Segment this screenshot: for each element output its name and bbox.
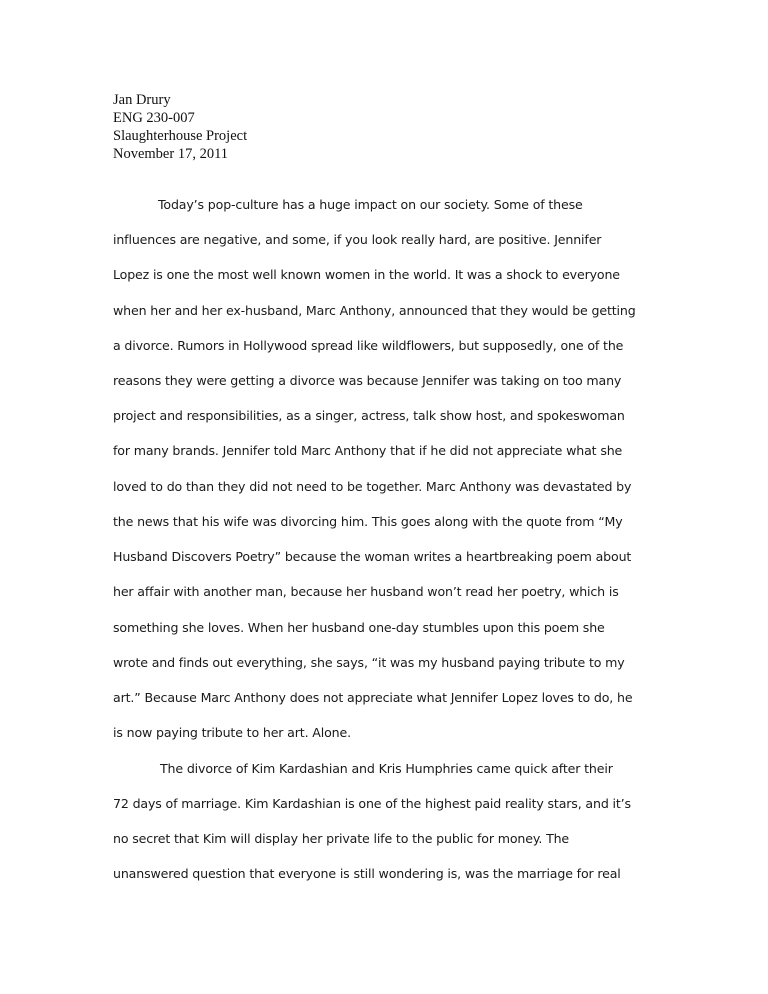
paragraph-line: project and responsibilities, as a singer, actress, talk show host, and spokeswoman [113, 408, 625, 423]
essay-header [113, 91, 247, 163]
paragraph-line: reasons they were getting a divorce was because Jennifer was taking on too many [113, 373, 622, 388]
paragraph-line: Lopez is one the most well known women in the world. It was a shock to everyone [113, 267, 620, 282]
paragraph-line: is now paying tribute to her art. Alone. [113, 725, 351, 740]
paragraph-line: her affair with another man, because her husband won’t read her poetry, which is [113, 584, 619, 599]
paragraph-line: Husband Discovers Poetry” because the woman writes a heartbreaking poem about [113, 549, 632, 564]
essay-date: November 17, 2011 [113, 146, 229, 162]
paragraph-line: The divorce of Kim Kardashian and Kris Humphries came quick after their [160, 761, 613, 776]
author-name: Jan Drury [113, 92, 171, 108]
paragraph-line: something she loves. When her husband one-day stumbles upon this poem she [113, 620, 605, 635]
paragraph-line: wrote and finds out everything, she says, “it was my husband paying tribute to my [113, 655, 625, 670]
paragraph-line: for many brands. Jennifer told Marc Anthony that if he did not appreciate what she [113, 443, 623, 458]
paragraph-line: unanswered question that everyone is still wondering is, was the marriage for real [113, 866, 621, 881]
project-title: Slaughterhouse Project [113, 128, 248, 144]
paragraph-line: Today’s pop-culture has a huge impact on our society. Some of these [158, 197, 583, 212]
paragraph-line: art.” Because Marc Anthony does not appreciate what Jennifer Lopez loves to do, he [113, 690, 633, 705]
paragraph-line: the news that his wife was divorcing him. This goes along with the quote from “My [113, 514, 623, 529]
paragraph-line: 72 days of marriage. Kim Kardashian is one of the highest paid reality stars, and it’s [113, 796, 631, 811]
paragraph-line: when her and her ex-husband, Marc Anthony, announced that they would be getting [113, 303, 636, 318]
paragraph-line: influences are negative, and some, if you look really hard, are positive. Jennifer [113, 232, 602, 247]
paragraph-line: no secret that Kim will display her private life to the public for money. The [113, 831, 570, 846]
paragraph-line: loved to do than they did not need to be together. Marc Anthony was devastated by [113, 479, 632, 494]
paragraph-line: a divorce. Rumors in Hollywood spread like wildflowers, but supposedly, one of the [113, 338, 624, 353]
course-code: ENG 230-007 [113, 110, 195, 126]
